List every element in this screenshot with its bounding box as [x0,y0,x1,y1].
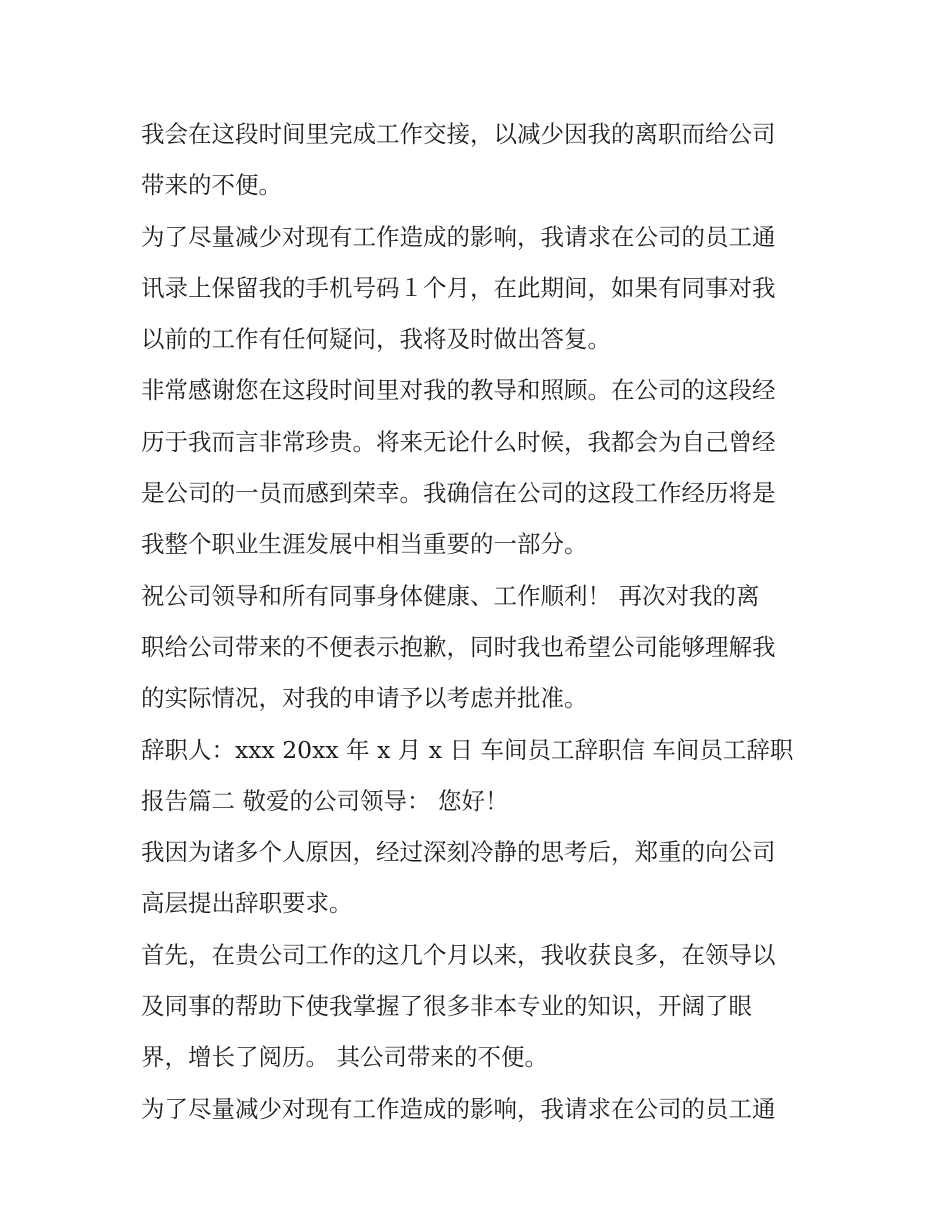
text-line: 报告篇二 敬爱的公司领导： 您好！ [141,786,509,815]
text-line: 是公司的一员而感到荣幸。我确信在公司的这段工作经历将是 [141,479,776,508]
text-line: 我会在这段时间里完成工作交接，以减少因我的离职而给公司 [141,120,776,148]
text-line: 非常感谢您在这段时间里对我的教导和照顾。在公司的这段经 [141,376,776,405]
text-line: 我整个职业生涯发展中相当重要的一部分。 [141,530,588,559]
text-line: 祝公司领导和所有同事身体健康、工作顺利！ 再次对我的离 [141,581,760,610]
text-line: 我因为诸多个人原因，经过深刻冷静的思考后，郑重的向公司 [141,838,776,867]
text-line: 及同事的帮助下使我掌握了很多非本专业的知识，开阔了眼 [141,992,752,1021]
text-line: 职给公司带来的不便表示抱歉，同时我也希望公司能够理解我 [141,632,776,661]
text-line: 讯录上保留我的手机号码１个月，在此期间，如果有同事对我 [141,273,776,302]
text-line: 的实际情况，对我的申请予以考虑并批准。 [141,684,588,713]
text-line: 带来的不便。 [141,171,282,200]
text-line: 为了尽量减少对现有工作造成的影响，我请求在公司的员工通 [141,1094,776,1123]
document-body [141,109,821,1135]
text-line: 高层提出辞职要求。 [141,889,353,918]
text-line: 历于我而言非常珍贵。将来无论什么时候，我都会为自己曾经 [141,427,776,456]
text-line: 以前的工作有任何疑问，我将及时做出答复。 [141,325,611,354]
text-line: 为了尽量减少对现有工作造成的影响，我请求在公司的员工通 [141,222,776,251]
text-line: 首先，在贵公司工作的这几个月以来，我收获良多，在领导以 [141,940,776,969]
text-line: 界，增长了阅历。 其公司带来的不便。 [141,1043,548,1072]
text-line: 辞职人：xxx 20xx 年 x 月 x 日 车间员工辞职信 车间员工辞职 [141,735,794,764]
